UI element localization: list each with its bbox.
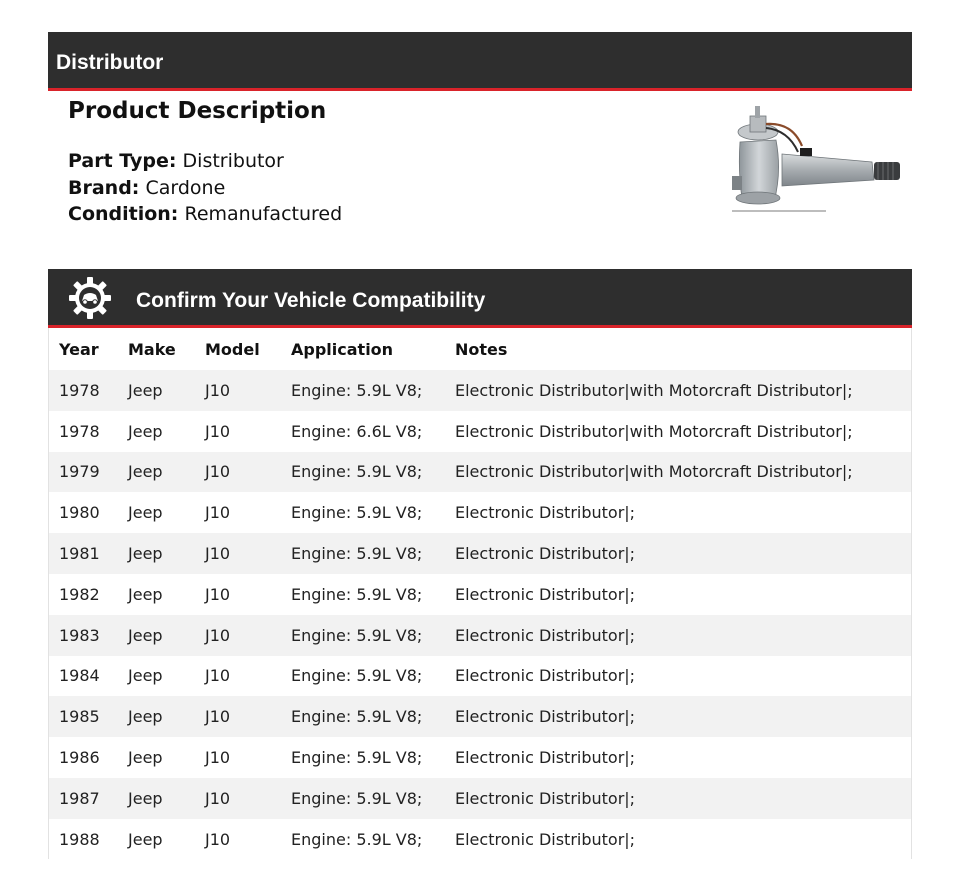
- attribute-label: Condition:: [68, 203, 179, 225]
- table-row: [49, 492, 911, 533]
- table-row: [49, 696, 911, 737]
- cell-application: Engine: 5.9L V8;: [291, 584, 423, 604]
- table-row: [49, 737, 911, 778]
- table-row: [49, 533, 911, 574]
- cell-year: 1985: [59, 707, 100, 727]
- cell-notes: Electronic Distributor|;: [455, 748, 636, 768]
- cell-year: 1980: [59, 503, 100, 523]
- column-header-make: Make: [128, 339, 176, 359]
- cell-application: Engine: 5.9L V8;: [291, 748, 423, 768]
- cell-model: J10: [205, 748, 231, 768]
- attribute-value: Remanufactured: [184, 203, 343, 225]
- compatibility-header: [48, 269, 912, 328]
- table-row: [49, 615, 911, 656]
- cell-notes: Electronic Distributor|with Motorcraft Distributor|;: [455, 380, 853, 400]
- cell-year: 1987: [59, 788, 100, 808]
- cell-notes: Electronic Distributor|;: [455, 788, 636, 808]
- attribute-label: Brand:: [68, 176, 140, 199]
- column-header-year: Year: [59, 339, 99, 359]
- cell-notes: Electronic Distributor|;: [455, 707, 636, 727]
- compatibility-table: [49, 328, 911, 860]
- cell-application: Engine: 5.9L V8;: [291, 544, 423, 564]
- product-description-heading: Product Description: [68, 98, 327, 124]
- cell-application: Engine: 5.9L V8;: [291, 829, 423, 849]
- cell-model: J10: [205, 625, 231, 645]
- column-header-model: Model: [205, 339, 260, 359]
- cell-year: 1983: [59, 625, 100, 645]
- cell-make: Jeep: [128, 503, 163, 523]
- cell-model: J10: [205, 788, 231, 808]
- cell-notes: Electronic Distributor|;: [455, 829, 636, 849]
- cell-model: J10: [205, 462, 231, 482]
- title-bar: [48, 32, 912, 91]
- cell-notes: Electronic Distributor|;: [455, 503, 636, 523]
- cell-model: J10: [205, 829, 231, 849]
- cell-model: J10: [205, 707, 231, 727]
- page-title: Distributor: [56, 51, 164, 74]
- cell-make: Jeep: [128, 421, 163, 441]
- cell-application: Engine: 5.9L V8;: [291, 462, 423, 482]
- cell-make: Jeep: [128, 380, 163, 400]
- table-row: [49, 819, 911, 860]
- cell-notes: Electronic Distributor|;: [455, 544, 636, 564]
- cell-application: Engine: 5.9L V8;: [291, 380, 423, 400]
- cell-make: Jeep: [128, 584, 163, 604]
- column-header-application: Application: [291, 339, 394, 359]
- cell-model: J10: [205, 544, 231, 564]
- table-body: [49, 370, 911, 860]
- compatibility-table-container: [48, 328, 912, 859]
- table-row: [49, 411, 911, 452]
- cell-make: Jeep: [128, 748, 163, 768]
- cell-year: 1986: [59, 748, 100, 768]
- cell-make: Jeep: [128, 544, 163, 564]
- attribute-value: Distributor: [182, 150, 284, 172]
- cell-notes: Electronic Distributor|;: [455, 584, 636, 604]
- attribute-value: Cardone: [145, 176, 226, 199]
- attribute-part-type: [68, 148, 688, 175]
- cell-make: Jeep: [128, 707, 163, 727]
- cell-application: Engine: 5.9L V8;: [291, 666, 423, 686]
- attribute-brand: [68, 175, 688, 202]
- cell-year: 1988: [59, 829, 100, 849]
- cell-notes: Electronic Distributor|;: [455, 625, 636, 645]
- compatibility-title: Confirm Your Vehicle Compatibility: [136, 289, 486, 312]
- table-row: [49, 656, 911, 697]
- attribute-label: Part Type:: [68, 150, 177, 172]
- cell-application: Engine: 5.9L V8;: [291, 625, 423, 645]
- cell-model: J10: [205, 380, 231, 400]
- cell-year: 1978: [59, 421, 100, 441]
- cell-notes: Electronic Distributor|with Motorcraft Distributor|;: [455, 462, 853, 482]
- cell-application: Engine: 5.9L V8;: [291, 707, 423, 727]
- cell-model: J10: [205, 666, 231, 686]
- product-image: [722, 102, 910, 220]
- cell-notes: Electronic Distributor|with Motorcraft Distributor|;: [455, 421, 853, 441]
- attribute-condition: [68, 201, 688, 228]
- gear-car-icon: [68, 276, 112, 320]
- cell-year: 1978: [59, 380, 100, 400]
- product-attributes: [68, 148, 688, 228]
- table-row: [49, 778, 911, 819]
- cell-application: Engine: 6.6L V8;: [291, 421, 423, 441]
- cell-model: J10: [205, 584, 231, 604]
- table-header-row: [49, 328, 911, 370]
- cell-notes: Electronic Distributor|;: [455, 666, 636, 686]
- cell-year: 1981: [59, 544, 100, 564]
- cell-make: Jeep: [128, 666, 163, 686]
- cell-application: Engine: 5.9L V8;: [291, 788, 423, 808]
- table-row: [49, 574, 911, 615]
- cell-make: Jeep: [128, 829, 163, 849]
- column-header-notes: Notes: [455, 339, 508, 359]
- cell-year: 1979: [59, 462, 100, 482]
- cell-make: Jeep: [128, 788, 163, 808]
- product-description: [68, 96, 688, 228]
- cell-make: Jeep: [128, 625, 163, 645]
- cell-year: 1984: [59, 666, 100, 686]
- table-row: [49, 452, 911, 493]
- cell-year: 1982: [59, 584, 100, 604]
- cell-model: J10: [205, 503, 231, 523]
- distributor-illustration: [722, 102, 910, 220]
- cell-make: Jeep: [128, 462, 163, 482]
- cell-model: J10: [205, 421, 231, 441]
- cell-application: Engine: 5.9L V8;: [291, 503, 423, 523]
- table-row: [49, 370, 911, 411]
